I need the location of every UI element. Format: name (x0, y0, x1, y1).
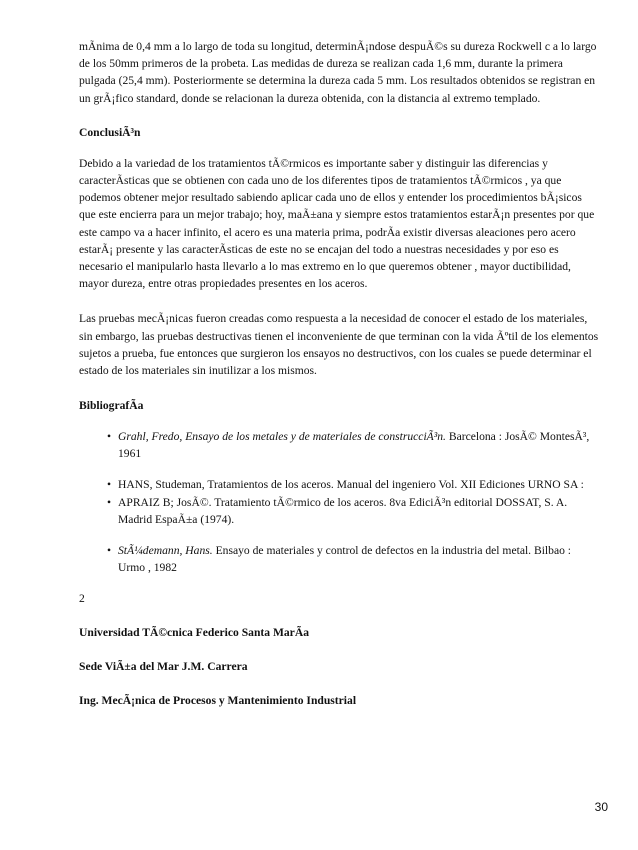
reference-details: APRAIZ B; JosÃ©. Tratamiento tÃ©rmico de los aceros. 8va EdiciÃ³n editorial DOSSAT, S. A. Madrid EspaÃ±a (1974). (118, 496, 568, 527)
reference-title-italic: StÃ¼demann, Hans. (118, 544, 213, 558)
footer-campus: Sede ViÃ±a del Mar J.M. Carrera (79, 660, 248, 674)
intro-paragraph: mÃnima de 0,4 mm a lo largo de toda su longitud, determinÃ¡ndose despuÃ©s su dureza Rockwell c a lo largo de los 50mm primeros de la probeta. Las medidas de dureza se realizan cada 1,6 mm, durante la primera pulgada (25,4 mm). Posteriormente se determina la dureza cada 5 mm. Los resultados obtenidos se registran en un grÃ¡fico standard, donde se relacionan la dureza obtenida, con la distancia al extremo templado. (79, 40, 597, 105)
reference-details: HANS, Studeman, Tratamientos de los aceros. Manual del ingeniero Vol. XII Ediciones URNO SA : (118, 478, 584, 492)
reference-item (109, 494, 599, 528)
bibliography-list (79, 428, 599, 576)
page-number: 30 (594, 800, 608, 814)
bibliography-heading: BibliografÃa (79, 399, 144, 413)
reference-title-italic: Grahl, Fredo, Ensayo de los metales y de materiales de construcciÃ³n. (118, 430, 446, 444)
reference-item (109, 476, 599, 493)
reference-details: Barcelona : JosÃ© MontesÃ³, 1961 (118, 430, 590, 461)
conclusion-paragraph-2: Las pruebas mecÃ¡nicas fueron creadas como respuesta a la necesidad de conocer el estado de los materiales, sin embargo, las pruebas destructivas tienen el inconveniente de que terminan con la vida Ãºtil de los elementos sujetos a prueba, fue entonces que surgieron los ensayos no destructivos, con los cuales se puede determinar el estado de los materiales sin inutilizar a los mismos. (79, 312, 599, 378)
inline-page-number: 2 (79, 592, 85, 606)
document-body (79, 38, 599, 726)
reference-item (109, 428, 599, 462)
conclusion-paragraph-1: Debido a la variedad de los tratamientos tÃ©rmicos es importante saber y distinguir las diferencias y caracterÃsticas que se obtienen con cada uno de los diferentes tipos de tratamientos tÃ©rmicos , ya que podemos obtener mejor resultado sabiendo aplicar cada uno de ellos y entender los procedimientos bÃ¡sicos que este encierra para un mejor trabajo; hoy, maÃ±ana y siempre estos tratamientos estarÃ¡n presentes por que este campo va a hacer infinito, el acero es una materia prima, podrÃa existir diversas aleaciones pero acero estarÃ¡ presente y las caracterÃsticas de este no se encajan del todo a nuestras necesidades y por eso es necesario el manipularlo hasta llevarlo a lo mas extremo en lo que queremos obtener , mayor ductibilidad, mayor dureza, entre otras propiedades presentes en los aceros. (79, 156, 595, 291)
footer-department: Ing. MecÃ¡nica de Procesos y Mantenimiento Industrial (79, 694, 357, 708)
conclusion-heading: ConclusiÃ³n (79, 125, 141, 139)
reference-item (109, 542, 599, 576)
reference-details: Ensayo de materiales y control de defectos en la industria del metal. Bilbao : Urmo , 1982 (118, 544, 572, 575)
footer-university: Universidad TÃ©cnica Federico Santa MarÃa (79, 626, 310, 640)
